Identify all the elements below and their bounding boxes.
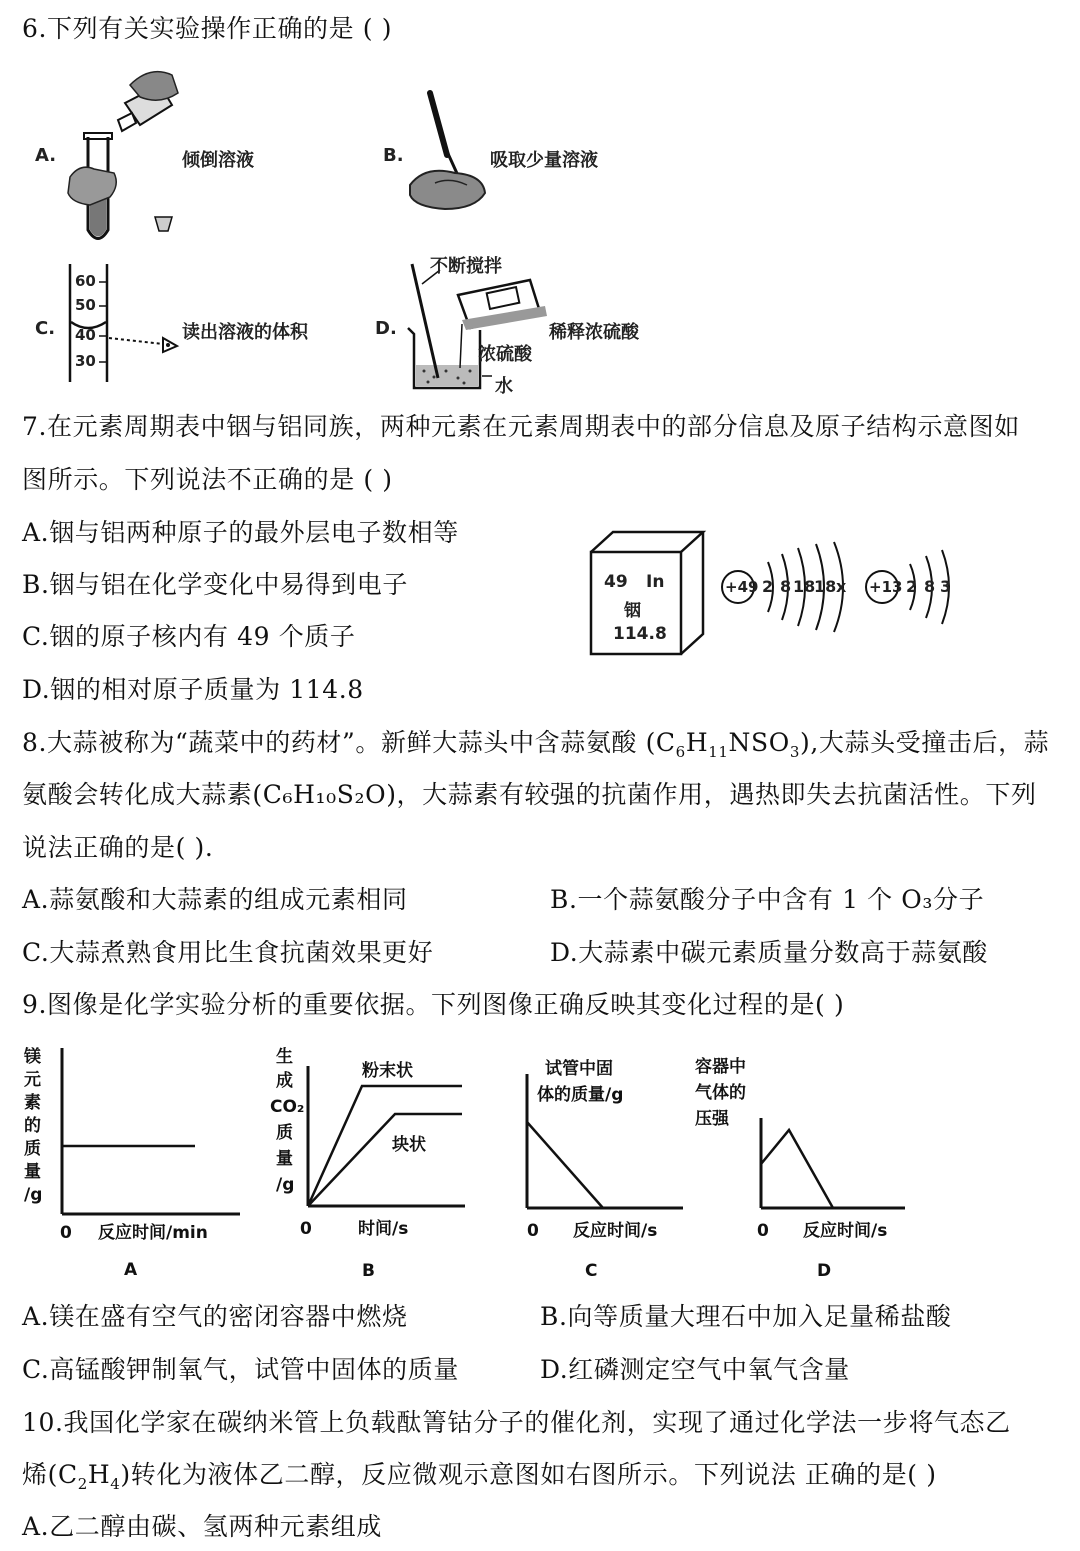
graph-a-ylabel-4: 质 (24, 1139, 41, 1159)
graph-c-ylabel-1: 体的质量/g (537, 1085, 624, 1105)
graph-a-ylabel-2: 素 (24, 1093, 41, 1113)
graph-b-ylabel-3: 质 (276, 1123, 293, 1143)
cylinder-tick-50: 50 (75, 296, 96, 314)
graph-a-origin: 0 (60, 1223, 72, 1243)
q7-stem-line2: 图所示。下列说法不正确的是 ( ) (22, 465, 393, 494)
q6-option-c-caption: 读出溶液的体积 (182, 322, 308, 343)
graph-a-ylabel-3: 的 (24, 1116, 41, 1136)
d-label-water: 水 (495, 376, 513, 397)
graph-d-ylabel-0: 容器中 (695, 1057, 746, 1077)
graph-b (270, 1040, 475, 1290)
graph-a-ylabel-0: 镁 (24, 1047, 41, 1067)
graph-d-ylabel-1: 气体的 (695, 1083, 746, 1103)
graph-b-ylabel-5: /g (276, 1175, 295, 1195)
q9-option-a: A.镁在盛有空气的密闭容器中燃烧 (22, 1302, 408, 1331)
q8-option-c: C.大蒜煮熟食用比生食抗菌效果更好 (22, 938, 434, 967)
in-shell-4: 18 (814, 577, 837, 596)
q9-option-b: B.向等质量大理石中加入足量稀盐酸 (540, 1302, 952, 1331)
graph-d-curve (761, 1130, 833, 1208)
q6-option-b-letter: B. (383, 145, 404, 166)
graph-d (695, 1040, 915, 1290)
q8-sub-11: 11 (708, 743, 729, 761)
q8-line1-b: H (685, 728, 709, 757)
pouring-illustration (60, 65, 190, 255)
al-shell-3: 3 (940, 577, 952, 596)
graph-c-ylabel-0: 试管中固 (545, 1059, 613, 1079)
graph-b-curve-lump (308, 1114, 462, 1206)
graph-b-curve-powder (308, 1086, 462, 1206)
q8-line1 (22, 728, 1049, 767)
graph-c-origin: 0 (527, 1221, 539, 1241)
q8-sub-3: 3 (789, 743, 800, 761)
al-shell-2: 8 (924, 577, 936, 596)
q8-line1-d: ),大蒜头受撞击后，蒜 (799, 728, 1050, 757)
q8-line1-a: 8.大蒜被称为“蔬菜中的药材”。新鲜大蒜头中含蒜氨酸 (C (22, 728, 676, 757)
graph-b-xlabel: 时间/s (358, 1219, 409, 1239)
cylinder-tick-40: 40 (75, 326, 96, 344)
graph-a-ylabel-5: 量 (24, 1162, 41, 1182)
graph-d-origin: 0 (757, 1221, 769, 1241)
graph-b-ylabel-0: 生 (276, 1047, 293, 1067)
q8-option-b: B.一个蒜氨酸分子中含有 1 个 O₃分子 (550, 885, 985, 914)
q10-line2-c: )转化为液体乙二醇，反应微观示意图如右图所示。下列说法 正确的是( ) (120, 1460, 937, 1489)
cylinder-tick-60: 60 (75, 272, 96, 290)
q10-sub-2: 2 (77, 1475, 88, 1493)
al-nucleus: +13 (869, 578, 903, 596)
q8-line1-c: NSO (728, 728, 790, 757)
q8-option-d: D.大蒜素中碳元素质量分数高于蒜氨酸 (550, 938, 988, 967)
cell-name: 铟 (624, 601, 641, 621)
in-shell-2: 8 (780, 577, 792, 596)
graph-c-xlabel: 反应时间/s (573, 1221, 658, 1241)
graph-b-ylabel-1: 成 (276, 1071, 293, 1091)
in-shell-1: 2 (762, 577, 774, 596)
graph-a-xlabel: 反应时间/min (98, 1223, 208, 1243)
q6-option-a-caption: 倾倒溶液 (182, 150, 254, 171)
cylinder-tick-30: 30 (75, 352, 96, 370)
q10-line2-a: 烯(C (22, 1460, 78, 1489)
q7-option-c: C.铟的原子核内有 49 个质子 (22, 622, 356, 651)
q10-option-a: A.乙二醇由碳、氢两种元素组成 (22, 1512, 383, 1541)
cell-atomic-number: 49 (604, 572, 628, 592)
q6-stem: 6.下列有关实验操作正确的是 ( ) (22, 14, 393, 43)
d-label-acid: 浓硫酸 (478, 344, 532, 365)
graph-d-letter: D (817, 1261, 832, 1281)
q10-line2-b: H (87, 1460, 111, 1489)
graph-b-curve-label-powder: 粉末状 (362, 1061, 413, 1081)
q8-sub-6: 6 (675, 743, 686, 761)
q9-stem: 9.图像是化学实验分析的重要依据。下列图像正确反映其变化过程的是( ) (22, 990, 845, 1019)
d-label-stir: 不断搅拌 (430, 256, 502, 277)
q7-option-b: B.铟与铝在化学变化中易得到电子 (22, 570, 408, 599)
dropper-illustration (405, 85, 495, 220)
q10-sub-4: 4 (110, 1475, 121, 1493)
cell-symbol: In (646, 572, 665, 592)
q8-line3: 说法正确的是( ). (22, 833, 214, 862)
q7-stem-line1: 7.在元素周期表中铟与铝同族，两种元素在元素周期表中的部分信息及原子结构示意图如 (22, 412, 1020, 441)
graph-a (20, 1040, 250, 1290)
q6-option-d-caption: 稀释浓硫酸 (549, 322, 639, 343)
q6-option-c-letter: C. (35, 318, 56, 339)
q7-option-d: D.铟的相对原子质量为 114.8 (22, 675, 364, 704)
cell-mass: 114.8 (613, 624, 667, 644)
q9-option-c: C.高锰酸钾制氧气，试管中固体的质量 (22, 1355, 459, 1384)
graph-d-xlabel: 反应时间/s (803, 1221, 888, 1241)
q6-option-a-letter: A. (35, 145, 57, 166)
graph-b-origin: 0 (300, 1219, 312, 1239)
graph-c-curve (527, 1122, 603, 1208)
graph-a-ylabel-6: /g (24, 1185, 43, 1205)
q8-line2: 氨酸会转化成大蒜素(C₆H₁₀S₂O)，大蒜素有较强的抗菌作用，遇热即失去抗菌活性。下列 (22, 780, 1037, 809)
q8-option-a: A.蒜氨酸和大蒜素的组成元素相同 (22, 885, 408, 914)
graph-d-ylabel-2: 压强 (695, 1109, 729, 1129)
graph-b-ylabel-2: CO₂ (270, 1097, 305, 1117)
q9-option-d: D.红磷测定空气中氧气含量 (540, 1355, 850, 1384)
graph-a-ylabel-1: 元 (24, 1070, 41, 1090)
q10-line2 (22, 1460, 937, 1499)
q6-option-d-letter: D. (375, 318, 397, 339)
in-shell-3: 18 (793, 577, 816, 596)
graph-a-letter: A (124, 1260, 138, 1280)
al-shell-1: 2 (906, 577, 918, 596)
graph-c (515, 1040, 695, 1290)
graph-b-curve-label-lump: 块状 (392, 1135, 426, 1155)
q7-option-a: A.铟与铝两种原子的最外层电子数相等 (22, 518, 459, 547)
q6-option-b-caption: 吸取少量溶液 (490, 150, 598, 171)
graph-c-letter: C (585, 1261, 598, 1281)
q10-line1: 10.我国化学家在碳纳米管上负载酞箐钴分子的催化剂，实现了通过化学法一步将气态乙 (22, 1408, 1011, 1437)
graph-b-letter: B (362, 1261, 375, 1281)
in-nucleus: +49 (725, 578, 759, 596)
in-shell-5: x (836, 577, 847, 596)
graph-b-ylabel-4: 量 (276, 1149, 293, 1169)
